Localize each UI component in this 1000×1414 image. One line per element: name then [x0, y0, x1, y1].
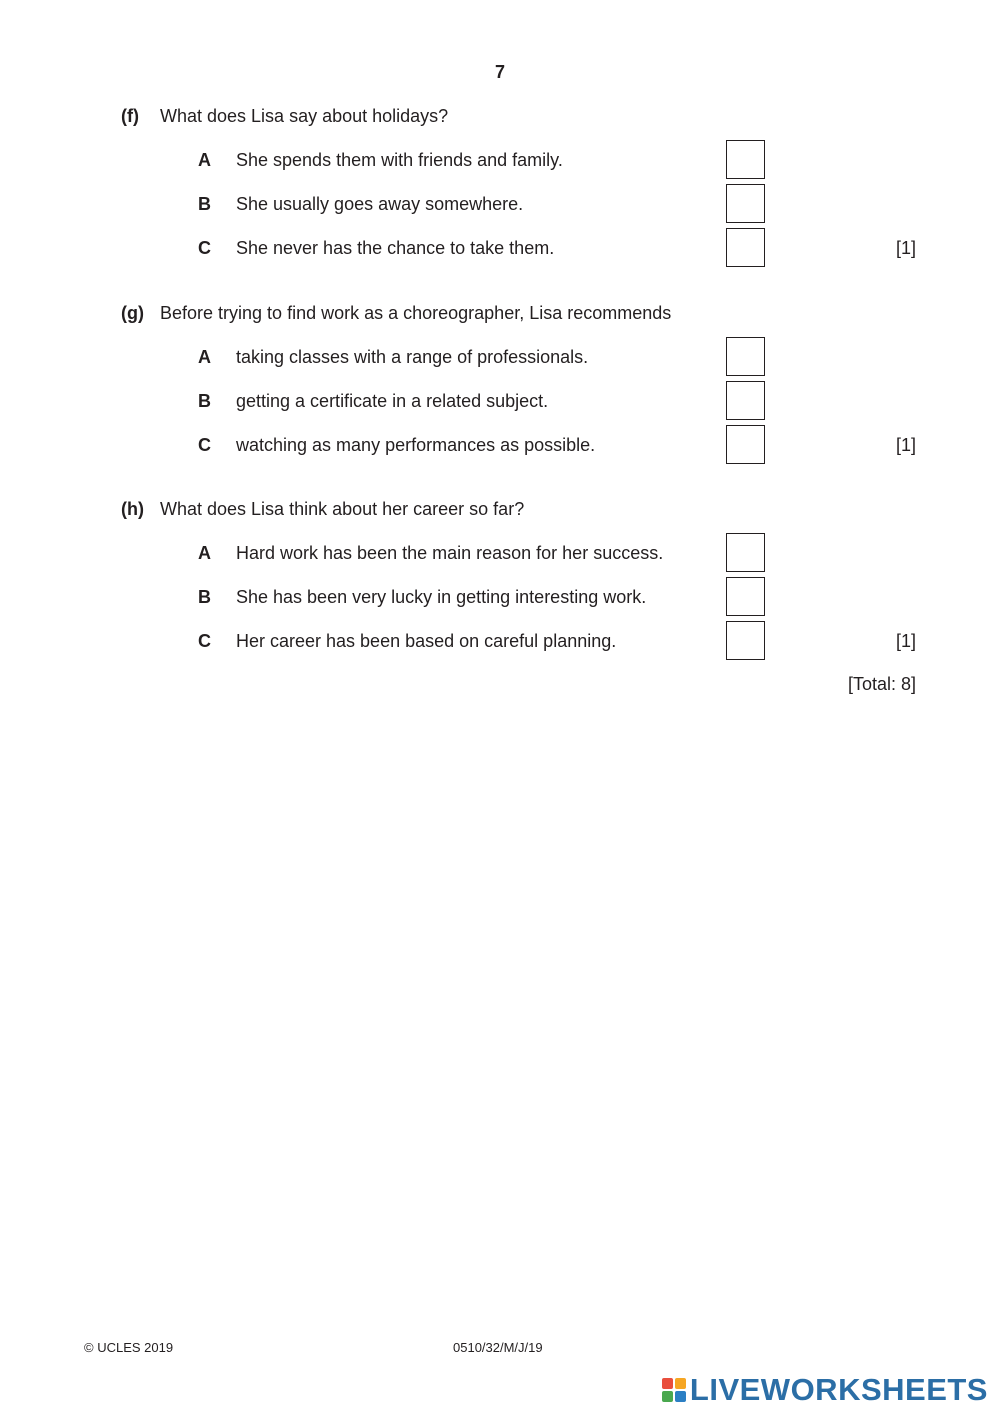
- answer-box-f-b[interactable]: [726, 184, 765, 223]
- option-text: taking classes with a range of professionals.: [236, 347, 589, 367]
- option-text: She spends them with friends and family.: [236, 150, 563, 170]
- page-number: 7: [494, 62, 505, 82]
- liveworksheets-logo-icon: [662, 1378, 686, 1402]
- option-letter: A: [198, 347, 211, 367]
- paper-code: 0510/32/M/J/19: [453, 1340, 543, 1355]
- brand-name: LIVEWORKSHEETS: [689, 1372, 988, 1407]
- question-label: (h): [121, 499, 144, 519]
- total-marks: [Total: 8]: [847, 674, 916, 694]
- option-h-a: [0, 533, 1000, 573]
- question-text: What does Lisa say about holidays?: [160, 106, 449, 126]
- option-text: She has been very lucky in getting interesting work.: [236, 587, 647, 607]
- marks-label: [1]: [895, 631, 916, 651]
- option-text: watching as many performances as possible.: [236, 435, 596, 455]
- option-letter: A: [198, 543, 211, 563]
- option-letter: C: [198, 238, 211, 258]
- option-text: getting a certificate in a related subject.: [236, 391, 549, 411]
- option-text: Hard work has been the main reason for her success.: [236, 543, 664, 563]
- answer-box-h-a[interactable]: [726, 533, 765, 572]
- option-g-b: [0, 381, 1000, 421]
- question-label: (f): [121, 106, 139, 126]
- option-h-b: [0, 577, 1000, 617]
- answer-box-g-a[interactable]: [726, 337, 765, 376]
- option-g-c: [0, 425, 1000, 465]
- logo-tile: [662, 1378, 673, 1389]
- liveworksheets-brand: [662, 1372, 988, 1408]
- answer-box-h-c[interactable]: [726, 621, 765, 660]
- option-h-c: [0, 621, 1000, 661]
- answer-box-f-c[interactable]: [726, 228, 765, 267]
- option-letter: B: [198, 587, 211, 607]
- option-g-a: [0, 337, 1000, 377]
- option-letter: C: [198, 631, 211, 651]
- option-letter: A: [198, 150, 211, 170]
- option-letter: B: [198, 194, 211, 214]
- answer-box-g-c[interactable]: [726, 425, 765, 464]
- answer-box-g-b[interactable]: [726, 381, 765, 420]
- option-letter: C: [198, 435, 211, 455]
- logo-tile: [662, 1391, 673, 1402]
- option-text: Her career has been based on careful planning.: [236, 631, 617, 651]
- answer-box-f-a[interactable]: [726, 140, 765, 179]
- option-f-a: [0, 140, 1000, 180]
- option-text: She usually goes away somewhere.: [236, 194, 524, 214]
- option-f-c: [0, 228, 1000, 268]
- option-f-b: [0, 184, 1000, 224]
- marks-label: [1]: [895, 238, 916, 258]
- question-text: What does Lisa think about her career so far?: [160, 499, 525, 519]
- option-text: She never has the chance to take them.: [236, 238, 555, 258]
- question-text: Before trying to find work as a choreographer, Lisa recommends: [160, 303, 672, 323]
- logo-tile: [675, 1391, 686, 1402]
- marks-label: [1]: [895, 435, 916, 455]
- option-letter: B: [198, 391, 211, 411]
- copyright: © UCLES 2019: [84, 1340, 174, 1355]
- logo-tile: [675, 1378, 686, 1389]
- answer-box-h-b[interactable]: [726, 577, 765, 616]
- question-label: (g): [121, 303, 144, 323]
